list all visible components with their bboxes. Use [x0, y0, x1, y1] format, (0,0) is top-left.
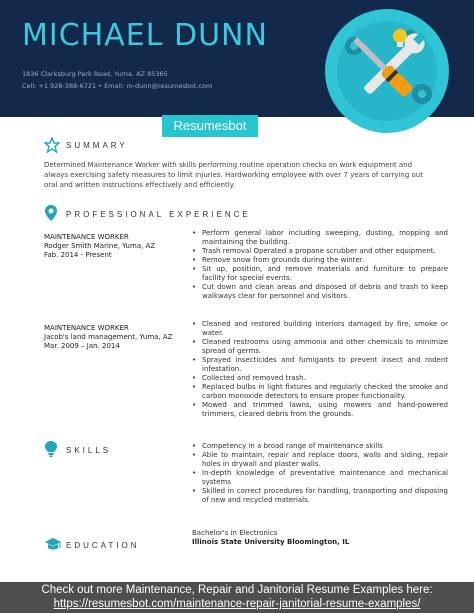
candidate-name: MICHAEL DUNN: [22, 18, 268, 53]
job-title: MAINTENANCE WORKER: [44, 324, 129, 332]
contact-text: Cell: +1 928-388-6721 • Email: m-dunn@resumesbot.com: [22, 82, 213, 90]
list-item: • Remove snow from grounds during the winter.: [192, 256, 448, 265]
list-item: • Replaced bulbs in light fixtures and regularly checked the smoke and carbon monoxide detectors to ensure proper functionality.: [192, 383, 448, 401]
address-text: 1836 Clarksburg Park Road, Yuma, AZ 85365: [22, 70, 168, 78]
education-heading: EDUCATION: [66, 541, 140, 550]
list-item: • Able to maintain, repair and replace doors, walls and siding, repair holes in drywall and plaster walls.: [192, 451, 448, 469]
job-dates: Mar. 2009 – Jan. 2014: [44, 342, 120, 350]
footer-text: Check out more Maintenance, Repair and Janitorial Resume Examples here:: [41, 584, 433, 596]
job-dates: Fab. 2014 - Present: [44, 251, 112, 259]
summary-heading: SUMMARY: [66, 141, 128, 150]
skills-heading: SKILLS: [66, 446, 112, 455]
list-item: • Skilled in correct procedures for handling, transporting and disposing of new and recycled materials.: [192, 487, 448, 505]
graduation-cap-icon: [44, 537, 62, 551]
list-item: • Collected and removed trash.: [192, 374, 448, 383]
skills-bullets: [192, 442, 448, 505]
education-degree: Bachelor's in Electronics: [192, 529, 278, 537]
list-item: • Mowed and trimmed lawns, using mowers and hand-powered trimmers, cleared debris from the grounds.: [192, 401, 448, 419]
list-item: • In-depth knowledge of preventative maintenance and mechanical systems: [192, 469, 448, 487]
experience-heading: PROFESSIONAL EXPERIENCE: [66, 210, 251, 219]
education-school: Illinois State University Bloomington, IL: [192, 538, 350, 546]
list-item: • Competency in a broad range of maintenance skills: [192, 442, 448, 451]
footer-link[interactable]: https://resumesbot.com/maintenance-repair-janitorial-resume-examples/: [53, 598, 421, 610]
map-pin-icon: [44, 204, 58, 222]
job-title: MAINTENANCE WORKER: [44, 233, 129, 241]
list-item: • Cleaned and restored building interiors damaged by fire, smoke or water.: [192, 320, 448, 338]
job-1-bullets: [192, 229, 448, 301]
list-item: • Cut down and clean areas and disposed of debris and trash to keep walkways clear for personnel and visitors.: [192, 283, 448, 301]
summary-text: Determined Maintenance Worker with skills performing routine operation checks on work equipment and always exercising safety measures to limit injuries. Hardworking employee with over 7 years of carrying out oral and written instructions effectively and efficiently.: [44, 161, 423, 189]
list-item: • Trash removal Operated a propane scrubber and other equipment.: [192, 247, 448, 256]
job-2-bullets: [192, 320, 448, 419]
job-company: Jacob's land management, Yuma, AZ: [44, 333, 173, 341]
list-item: • Cleaned restrooms using ammonia and other chemicals to minimize spread of germs.: [192, 338, 448, 356]
list-item: • Perform general labor including sweeping, dusting, mopping and maintaining the building.: [192, 229, 448, 247]
job-2-header: [44, 324, 172, 351]
job-company: Rodger Smith Marine, Yuma, AZ: [44, 242, 156, 250]
list-item: • Sit up, position, and remove materials and furniture to prepare facility for special events.: [192, 265, 448, 283]
list-item: • Sprayed insecticides and fumigants to prevent insect and rodent infestation.: [192, 356, 448, 374]
tools-illustration: [322, 6, 452, 136]
star-icon: [44, 137, 60, 153]
brand-badge: Resumesbot: [162, 115, 258, 137]
footer-banner: [0, 582, 474, 613]
lightbulb-icon: [44, 440, 58, 458]
job-1-header: [44, 233, 155, 260]
